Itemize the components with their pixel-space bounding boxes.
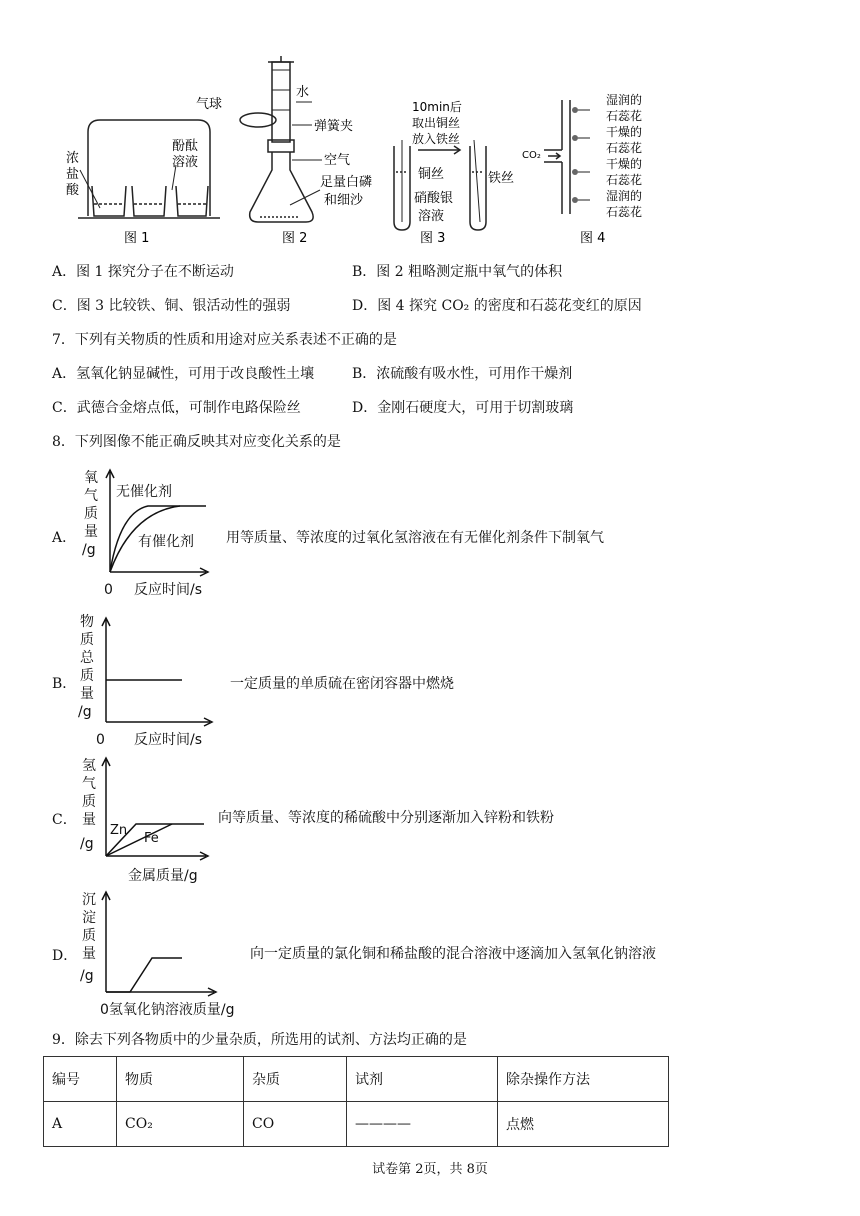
fig1-label-5: 溶液 (172, 155, 199, 170)
graph-a-origin: 0 (104, 582, 113, 598)
q6-option-a: A．图 1 探究分子在不断运动 (52, 264, 234, 280)
q7-stem: 7．下列有关物质的性质和用途对应关系表述不正确的是 (52, 332, 397, 348)
fig3-label-5: 硝酸银 (414, 191, 454, 206)
graph-c-xlabel: 金属质量/g (128, 868, 198, 884)
table-header-cell: 编号 (44, 1057, 117, 1102)
fig4-label-5: 干燥的 (606, 157, 643, 171)
q7-option-a: A．氢氧化钠显碱性，可用于改良酸性土壤 (52, 366, 315, 382)
q8-c-desc: 向等质量、等浓度的稀硫酸中分别逐渐加入锌粉和铁粉 (218, 810, 554, 826)
graph-d-ylabel-3: 质 (82, 928, 96, 944)
graph-a-ylabel-3: 质 (84, 506, 98, 522)
fig3-label-2: 取出铜丝 (412, 116, 461, 130)
graph-d-ylabel-4: 量 (82, 946, 96, 962)
experiment-figures (0, 0, 860, 252)
fig3-label-7: 铁丝 (488, 171, 515, 186)
fig4-caption: 图 4 (580, 231, 606, 246)
q8-d-desc: 向一定质量的氯化铜和稀盐酸的混合溶液中逐滴加入氢氧化钠溶液 (250, 946, 656, 962)
fig1-caption: 图 1 (124, 231, 150, 246)
graph-a-ylabel-2: 气 (84, 488, 98, 504)
graph-c-line2-label: Fe (144, 831, 159, 846)
fig3-label-1: 10min后 (412, 100, 462, 114)
fig2-label-5: 足量白磷 (320, 175, 373, 190)
graph-d-xlabel: 0氢氧化钠溶液质量/g (100, 1002, 235, 1018)
graph-d-ylabel-5: /g (80, 968, 94, 984)
table-row (44, 1102, 669, 1147)
table-header-cell: 物质 (117, 1057, 244, 1102)
graph-b-ylabel-2: 质 (80, 632, 94, 648)
q8-graph-a (76, 468, 222, 600)
q8-c-label: C． (52, 812, 77, 828)
graph-a-ylabel-5: /g (82, 542, 96, 558)
fig4-label-6: 石蕊花 (606, 173, 643, 187)
q8-b-desc: 一定质量的单质硫在密闭容器中燃烧 (230, 676, 454, 692)
fig2-label-4: 空气 (324, 153, 351, 168)
fig1-label-4: 酚酞 (172, 139, 199, 154)
q8-b-label: B． (52, 676, 77, 692)
graph-a-ylabel-4: 量 (84, 524, 98, 540)
graph-b-ylabel-6: /g (78, 704, 92, 720)
graph-c-ylabel-4: 量 (82, 812, 96, 828)
q9-stem: 9．除去下列各物质中的少量杂质，所选用的试剂、方法均正确的是 (52, 1032, 467, 1048)
graph-a-curve2-label: 有催化剂 (138, 534, 194, 550)
q8-d-label: D． (52, 948, 78, 964)
graph-c-ylabel-3: 质 (82, 794, 96, 810)
table-cell: 点燃 (498, 1102, 669, 1147)
graph-a-curve1-label: 无催化剂 (116, 484, 172, 500)
q7-option-d: D．金刚石硬度大，可用于切割玻璃 (352, 400, 574, 416)
q8-graph-d (76, 888, 252, 1020)
fig4-label-3: 干燥的 (606, 125, 643, 139)
graph-c-ylabel-1: 氢 (82, 758, 96, 774)
fig3-caption: 图 3 (420, 231, 446, 246)
fig3-label-6: 溶液 (418, 209, 445, 224)
fig1-label-2: 盐 (66, 167, 80, 182)
fig4-label-7: 湿润的 (606, 189, 643, 203)
q9-table (43, 1056, 669, 1147)
fig1-label-3: 酸 (66, 183, 80, 198)
figure-1 (78, 120, 220, 218)
table-cell: A (44, 1102, 117, 1147)
fig2-label-6: 和细沙 (324, 193, 364, 208)
graph-a-xlabel: 反应时间/s (134, 582, 203, 598)
graph-d-ylabel-2: 淀 (82, 910, 96, 926)
graph-d-ylabel-1: 沉 (82, 892, 96, 908)
figure-2 (240, 56, 322, 222)
table-cell: CO₂ (117, 1102, 244, 1147)
graph-b-ylabel-5: 量 (80, 686, 94, 702)
figure-4 (544, 100, 590, 214)
q8-a-label: A． (52, 530, 77, 546)
graph-c-ylabel-5: /g (80, 836, 94, 852)
table-header-row (44, 1057, 669, 1102)
q7-option-b: B．浓硫酸有吸水性，可用作干燥剂 (352, 366, 573, 382)
table-cell: ———— (347, 1102, 498, 1147)
graph-b-ylabel-4: 质 (80, 668, 94, 684)
fig4-label-2: 石蕊花 (606, 109, 643, 123)
fig1-label-1: 浓 (66, 151, 80, 166)
q8-a-desc: 用等质量、等浓度的过氧化氢溶液在有无催化剂条件下制氧气 (226, 530, 604, 546)
q6-option-d: D．图 4 探究 CO₂ 的密度和石蕊花变红的原因 (352, 298, 642, 314)
fig2-label-3: 弹簧夹 (314, 119, 354, 134)
q8-graph-b (76, 610, 222, 752)
table-header-cell: 杂质 (244, 1057, 347, 1102)
table-cell: CO (244, 1102, 347, 1147)
table-header-cell: 试剂 (347, 1057, 498, 1102)
fig4-label-4: 石蕊花 (606, 141, 643, 155)
graph-b-ylabel-1: 物 (80, 614, 94, 630)
fig2-label-1: 气球 (196, 97, 223, 112)
q8-stem: 8．下列图像不能正确反映其对应变化关系的是 (52, 434, 341, 450)
fig4-co2: CO₂ (522, 150, 541, 161)
graph-c-line1-label: Zn (110, 823, 128, 838)
fig2-label-2: 水 (296, 85, 310, 100)
q7-option-c: C．武德合金熔点低，可制作电路保险丝 (52, 400, 301, 416)
graph-b-origin: 0 (96, 732, 105, 748)
fig2-caption: 图 2 (282, 231, 308, 246)
graph-b-ylabel-3: 总 (80, 650, 94, 666)
fig3-label-4: 铜丝 (418, 167, 445, 182)
page-footer: 试卷第 2页，共 8页 (372, 1162, 488, 1177)
graph-a-ylabel-1: 氧 (84, 470, 98, 486)
q6-option-c: C．图 3 比较铁、铜、银活动性的强弱 (52, 298, 291, 314)
fig4-label-1: 湿润的 (606, 93, 643, 107)
table-header-cell: 除杂操作方法 (498, 1057, 669, 1102)
q8-graph-c (76, 756, 216, 888)
q6-option-b: B．图 2 粗略测定瓶中氧气的体积 (352, 264, 563, 280)
fig4-label-8: 石蕊花 (606, 205, 643, 219)
graph-b-xlabel: 反应时间/s (134, 732, 203, 748)
fig3-label-3: 放入铁丝 (412, 132, 461, 146)
graph-c-ylabel-2: 气 (82, 776, 96, 792)
